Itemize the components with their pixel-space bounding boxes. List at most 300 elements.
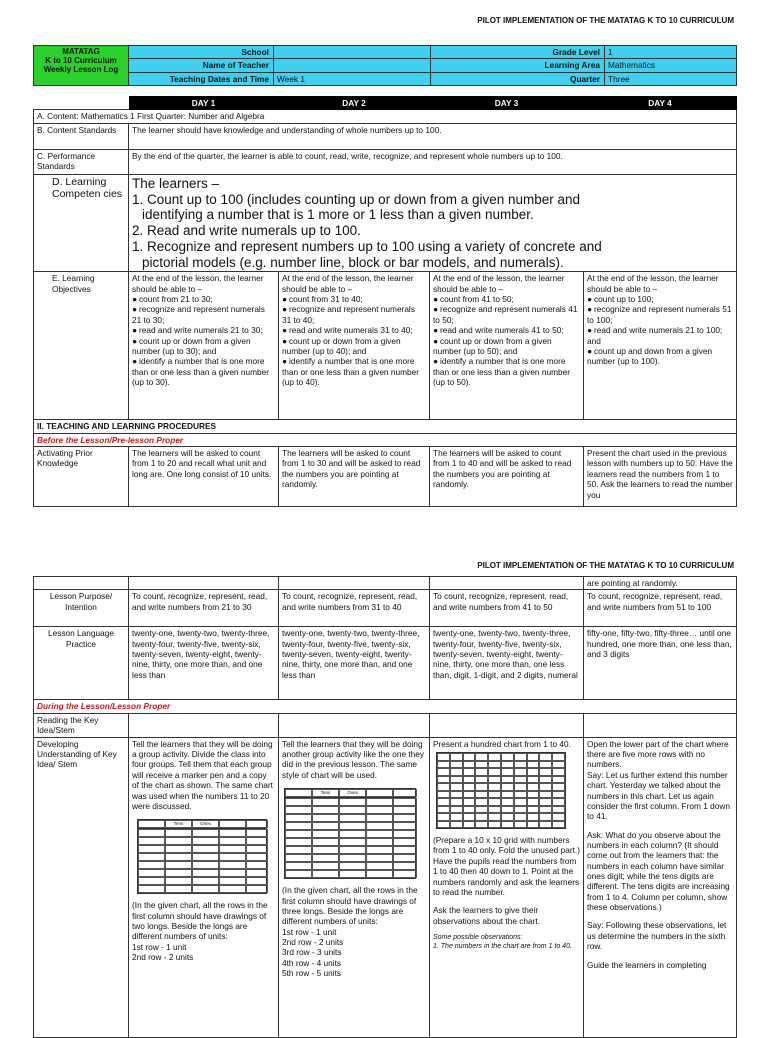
grid-cell — [393, 814, 417, 822]
grid-cell — [514, 791, 527, 799]
day-header-row — [34, 97, 737, 110]
dev2-text: Tell the learners that they will be doing another group activity like the one they did in the previous lesson. The same style of chart will be used. — [282, 738, 425, 780]
grid-cell — [138, 885, 165, 893]
dev3-text: Present a hundred chart from 1 to 40. — [433, 738, 571, 749]
grid-cell — [450, 821, 463, 829]
obj-item: ● recognize and represent numerals 31 to 40; — [282, 304, 426, 325]
grid-cell — [393, 798, 417, 806]
obj-item: ● identify a number that is one more than or one less than a given number (up to 50). — [433, 356, 580, 387]
obj-item: ● count up and down from a given number (up to 100). — [587, 346, 733, 367]
grid-cell — [138, 845, 165, 853]
day-1-header: DAY 1 — [129, 97, 279, 110]
dev4-say: Say: Let us further extend this number chart. Yesterday we talked about the numbers in this chart. Let us again consider the first column. From 1 down to 41. — [587, 769, 730, 822]
grid-cell — [393, 806, 417, 814]
grid-cell — [527, 791, 540, 799]
grid-cell — [393, 838, 417, 846]
grid-cell — [463, 798, 476, 806]
grid-cell — [488, 798, 501, 806]
grid-cell — [339, 814, 366, 822]
grid-cell — [437, 798, 450, 806]
grid-cell — [539, 791, 552, 799]
grid-cell — [501, 776, 514, 784]
grid-cell — [488, 821, 501, 829]
obj-item: ● recognize and represent numerals 51 to 100; — [587, 304, 733, 325]
comp-1: 1. Count up to 100 (includes counting up or down from a given number and — [132, 191, 581, 207]
content-standards-label: B. Content Standards — [34, 123, 129, 149]
obj-item: ● count from 31 to 40; — [282, 294, 426, 304]
grid-cell — [539, 776, 552, 784]
dev2-row: 3rd row - 3 units — [282, 947, 342, 958]
objectives-day1 — [129, 272, 279, 420]
grid-cell — [366, 822, 393, 830]
grid-cell — [312, 846, 339, 854]
grid-cell — [552, 783, 565, 791]
grid-cell — [450, 813, 463, 821]
grid-cell — [366, 870, 393, 878]
grid-cell — [246, 837, 268, 845]
grid-cell — [488, 761, 501, 769]
dev1-row: 1st row - 1 unit — [132, 941, 187, 952]
grid-cell — [285, 798, 312, 806]
matatag-brand — [34, 46, 129, 86]
grid-cell — [475, 753, 488, 761]
grid-cell — [463, 821, 476, 829]
grid-cell — [192, 877, 219, 885]
area-label: Learning Area — [431, 59, 605, 72]
grid-cell — [501, 783, 514, 791]
grid-cell — [285, 870, 312, 878]
grid-cell — [514, 783, 527, 791]
obj-intro: At the end of the lesson, the learner should be able to – — [282, 273, 414, 294]
grid-cell — [539, 761, 552, 769]
comp-2: 2. Read and write numerals up to 100. — [132, 223, 361, 239]
grid-cell — [450, 768, 463, 776]
grid-cell — [285, 854, 312, 862]
grid-cell — [192, 837, 219, 845]
grid-cell — [450, 798, 463, 806]
area-value: Mathematics — [605, 59, 737, 72]
obj-item: ● count up or down from a given number (up to 40); and — [282, 336, 426, 357]
grid-cell — [219, 837, 246, 845]
grid-cell — [393, 830, 417, 838]
grid-cell — [527, 821, 540, 829]
grid-cell — [437, 821, 450, 829]
learning-competencies — [129, 174, 737, 272]
grid-cell — [393, 862, 417, 870]
grid-cell — [246, 853, 268, 861]
brand-line-2: K to 10 Curriculum — [45, 56, 117, 66]
grid-cell — [437, 783, 450, 791]
grid-cell — [366, 806, 393, 814]
grid-cell — [312, 806, 339, 814]
objectives-label: E. Learning Objectives — [34, 272, 129, 420]
grid-cell — [285, 838, 312, 846]
grid-cell — [138, 829, 165, 837]
grid-cell — [475, 798, 488, 806]
purpose-day1: To count, recognize, represent, read, and write numbers from 21 to 30 — [129, 590, 279, 627]
teacher-label: Name of Teacher — [129, 59, 274, 72]
grid-cell — [488, 791, 501, 799]
grid-cell — [339, 822, 366, 830]
day-3-header: DAY 3 — [430, 97, 584, 110]
grid-cell — [393, 870, 417, 878]
grid-cell — [437, 753, 450, 761]
grid-cell — [312, 822, 339, 830]
quarter-value: Three — [605, 72, 737, 85]
grid-cell — [475, 768, 488, 776]
grid-cell — [339, 862, 366, 870]
grid-cell — [366, 814, 393, 822]
dev3-instructions: Have the pupils read the numbers from 1 to 40 then 40 down to 1. Point at the numbers randomly and ask the learners to read the number. — [433, 855, 580, 897]
dates-label: Teaching Dates and Time — [129, 72, 274, 85]
grid-cell — [366, 830, 393, 838]
grid-cell — [539, 821, 552, 829]
dev2-row: 4th row - 4 units — [282, 957, 342, 968]
tens-header: Tens — [165, 820, 192, 828]
grid-cell — [527, 806, 540, 814]
objectives-day4 — [584, 272, 737, 420]
grid-cell — [285, 822, 312, 830]
grid-cell — [539, 753, 552, 761]
obj-item: ● read and write numerals 21 to 100; and — [587, 325, 733, 346]
brand-line-3: Weekly Lesson Log — [43, 65, 119, 75]
grid-cell — [514, 813, 527, 821]
grid-cell — [539, 768, 552, 776]
grid-cell — [138, 869, 165, 877]
grid-cell — [552, 776, 565, 784]
grid-cell — [501, 821, 514, 829]
dev4-say-2: Say: Following these observations, let us determine the numbers in the sixth row. — [587, 920, 727, 952]
objectives-day2 — [279, 272, 430, 420]
school-label: School — [129, 46, 274, 59]
obj-intro: At the end of the lesson, the learner should be able to – — [433, 273, 565, 294]
activating-day1: The learners will be asked to count from 1 to 20 and recall what unit and long are. One long consist of 10 units. — [129, 447, 279, 507]
grid-cell — [285, 830, 312, 838]
activating-day2: The learners will be asked to count from 1 to 30 and will be asked to read the numbers you are pointing at randomly. — [279, 447, 430, 507]
dev1-text: Tell the learners that they will be doing a group activity. Divide the class into four groups. Tell them that each group will receive a marker pen and a copy of the chart as shown. The same chart was used when the numbers 11 to 20 were discussed. — [132, 738, 273, 811]
grid-cell — [488, 776, 501, 784]
dev4-ask: Ask: What do you observe about the numbers in each column? (It should come out from the learners that: the numbers in each column have similar ones digit; while the tens digits are different. The tens digits are increasing from 1 to 4. Column per column, show these observations.) — [587, 829, 730, 913]
grid-cell — [488, 813, 501, 821]
obj-item: ● identify a number that is one more than or one less than a given number (up to 40). — [282, 356, 426, 387]
grid-cell — [475, 776, 488, 784]
activating-day3: The learners will be asked to count from 1 to 40 and will be asked to read the numbers you are pointing at randomly. — [430, 447, 584, 507]
dev2-note: (In the given chart, all the rows in the first column should have drawings of three longs. Beside the longs are different numbers of units: — [282, 885, 418, 927]
grid-cell — [165, 885, 192, 893]
grid-cell — [450, 806, 463, 814]
dev3-note: (Prepare a 10 x 10 grid with numbers from 1 to 40 only. Fold the unused part.) — [433, 835, 580, 856]
grid-cell — [192, 829, 219, 837]
obj-item: ● count up to 100; — [587, 294, 733, 304]
grid-cell — [463, 776, 476, 784]
grid-cell — [165, 829, 192, 837]
grid-cell — [219, 861, 246, 869]
language-label: Lesson Language Practice — [34, 627, 129, 700]
grid-cell — [475, 783, 488, 791]
grid-cell — [393, 846, 417, 854]
obj-item: ● identify a number that is one more than or one less than a given number (up to 30). — [132, 356, 275, 387]
grid-cell — [339, 846, 366, 854]
purpose-day4: To count, recognize, represent, read, and write numbers from 51 to 100 — [584, 590, 737, 627]
dev3-ask: Ask the learners to give their observations about the chart. — [433, 905, 541, 926]
obj-item: ● count from 41 to 50; — [433, 294, 580, 304]
dev2-row: 2nd row - 2 units — [282, 936, 344, 947]
comp-intro: The learners – — [132, 175, 220, 191]
dates-value: Week 1 — [274, 72, 431, 85]
grid-cell — [514, 798, 527, 806]
grid-cell — [527, 768, 540, 776]
grid-cell — [366, 846, 393, 854]
grid-cell — [246, 829, 268, 837]
before-lesson-heading: Before the Lesson/Pre-lesson Proper — [34, 433, 737, 446]
grid-cell — [527, 798, 540, 806]
grid-cell — [246, 885, 268, 893]
grid-cell — [138, 853, 165, 861]
language-day3: twenty-one, twenty-two, twenty-three, twenty-four, twenty-five, twenty-six, twenty-seven, twenty-eight, twenty-nine, thirty, one more than, one less than, digit, 1-digit, and 2 digits, numeral — [430, 627, 584, 700]
grid-cell — [339, 806, 366, 814]
obj-item: ● read and write numerals 31 to 40; — [282, 325, 426, 335]
developing-day1 — [129, 737, 279, 1037]
grid-cell — [393, 854, 417, 862]
grid-cell — [552, 821, 565, 829]
info-table — [33, 45, 737, 86]
grid-cell — [501, 753, 514, 761]
dev4-text: Open the lower part of the chart where there are five more rows with no numbers. — [587, 738, 729, 770]
grid-cell — [539, 806, 552, 814]
grid-cell — [246, 877, 268, 885]
tens-ones-chart-1 — [137, 819, 267, 894]
grid-cell — [527, 783, 540, 791]
grid-cell — [285, 846, 312, 854]
grid-cell — [192, 861, 219, 869]
tens-header: Tens — [312, 789, 339, 797]
comp-3b: pictorial models (e.g. number line, block or bar models, and numerals). — [142, 254, 564, 270]
grid-cell — [552, 761, 565, 769]
grid-cell — [312, 830, 339, 838]
performance-standards: By the end of the quarter, the learner is able to count, read, write, recognize, and represent whole numbers up to 100. — [129, 149, 737, 174]
grid-cell — [437, 806, 450, 814]
grid-cell — [552, 798, 565, 806]
grid-cell — [475, 791, 488, 799]
carryover-text: are pointing at randomly. — [584, 577, 737, 590]
objectives-day3 — [430, 272, 584, 420]
grid-cell — [552, 791, 565, 799]
brand-line-1: MATATAG — [62, 47, 100, 56]
grid-cell — [514, 821, 527, 829]
grid-cell — [463, 806, 476, 814]
lesson-table-page2 — [33, 576, 737, 1038]
grid-cell — [339, 870, 366, 878]
grid-cell — [165, 869, 192, 877]
grade-value: 1 — [605, 46, 737, 59]
grid-cell — [165, 877, 192, 885]
grid-cell — [246, 861, 268, 869]
grid-cell — [539, 798, 552, 806]
procedures-title: II. TEACHING AND LEARNING PROCEDURES — [34, 420, 737, 433]
obj-intro: At the end of the lesson, the learner should be able to – — [132, 273, 264, 294]
grid-cell — [488, 806, 501, 814]
grid-cell — [501, 798, 514, 806]
page-header-2: PILOT IMPLEMENTATION OF THE MATATAG K TO 10 CURRICULUM — [477, 561, 734, 570]
grid-cell — [527, 761, 540, 769]
ones-header: Ones — [339, 789, 366, 797]
grid-cell — [312, 862, 339, 870]
grid-cell — [501, 761, 514, 769]
grid-cell — [219, 845, 246, 853]
dev2-row: 5th row - 5 units — [282, 968, 342, 979]
obj-item: ● read and write numerals 41 to 50; — [433, 325, 580, 335]
grid-cell — [246, 845, 268, 853]
during-lesson-heading: During the Lesson/Lesson Proper — [34, 700, 737, 713]
grid-cell — [339, 830, 366, 838]
lesson-table-page1 — [33, 96, 737, 507]
grid-cell — [450, 776, 463, 784]
obj-item: ● count from 21 to 30; — [132, 294, 275, 304]
grid-cell — [488, 783, 501, 791]
grid-cell — [501, 806, 514, 814]
grid-cell — [312, 854, 339, 862]
grid-cell — [366, 838, 393, 846]
grid-cell — [463, 768, 476, 776]
grid-cell — [463, 753, 476, 761]
developing-label: Developing Understanding of Key Idea/ Stem — [34, 737, 129, 1037]
grid-cell — [366, 798, 393, 806]
obj-intro: At the end of the lesson, the learner should be able to – — [587, 273, 719, 294]
grid-cell — [437, 768, 450, 776]
day-2-header: DAY 2 — [279, 97, 430, 110]
grid-cell — [463, 791, 476, 799]
grid-cell — [437, 776, 450, 784]
grid-cell — [450, 761, 463, 769]
activating-day4: Present the chart used in the previous lesson with numbers up to 50. Have the learners read the numbers from 1 to 50. Ask the learners to read the number you — [584, 447, 737, 507]
grid-cell — [552, 813, 565, 821]
language-day4: fifty-one, fifty-two, fifty-three… until one hundred, one more than, one less than, and 3 digits — [584, 627, 737, 700]
grid-cell — [450, 783, 463, 791]
grid-cell — [475, 813, 488, 821]
grade-label: Grade Level — [431, 46, 605, 59]
grid-cell — [165, 861, 192, 869]
tens-ones-chart-2 — [284, 788, 416, 879]
grid-cell — [552, 768, 565, 776]
teacher-value — [274, 59, 431, 72]
dev4-guide: Guide the learners in completing — [587, 959, 707, 970]
dev2-row: 1st row - 1 unit — [282, 926, 337, 937]
content-row: A. Content: Mathematics 1 First Quarter: Number and Algebra — [34, 110, 737, 123]
grid-cell — [501, 791, 514, 799]
dev1-note: (In the given chart, all the rows in the first column should have drawings of two longs. Beside the longs are different numbers of units: — [132, 900, 268, 942]
grid-cell — [463, 761, 476, 769]
grid-cell — [138, 837, 165, 845]
comp-1b: identifying a number that is 1 more or 1 less than a given number. — [142, 207, 534, 223]
grid-cell — [366, 862, 393, 870]
grid-cell — [312, 870, 339, 878]
grid-cell — [450, 791, 463, 799]
day-4-header: DAY 4 — [584, 97, 737, 110]
grid-cell — [475, 806, 488, 814]
grid-cell — [138, 877, 165, 885]
grid-cell — [463, 813, 476, 821]
obj-item: ● recognize and represent numerals 21 to 30; — [132, 304, 275, 325]
grid-cell — [527, 776, 540, 784]
grid-cell — [514, 753, 527, 761]
chart-grid-1 — [137, 829, 267, 894]
grid-cell — [450, 753, 463, 761]
grid-cell — [312, 838, 339, 846]
grid-cell — [192, 885, 219, 893]
grid-cell — [192, 869, 219, 877]
grid-cell — [219, 829, 246, 837]
dev3-observation-1: 1. The numbers in the chart are from 1 to 40. — [433, 942, 572, 950]
grid-cell — [339, 798, 366, 806]
grid-cell — [437, 761, 450, 769]
dev3-observations-heading: Some possible observations: — [433, 933, 523, 941]
obj-item: ● count up or down from a given number (up to 30); and — [132, 336, 275, 357]
grid-cell — [246, 869, 268, 877]
hundred-chart-grid — [436, 752, 566, 829]
grid-cell — [514, 761, 527, 769]
developing-day2 — [279, 737, 430, 1037]
grid-cell — [514, 768, 527, 776]
developing-day3 — [430, 737, 584, 1037]
grid-cell — [539, 783, 552, 791]
grid-cell — [192, 845, 219, 853]
reading-key-idea-label: Reading the Key Idea/Stem — [34, 713, 129, 737]
grid-cell — [475, 821, 488, 829]
ones-header: Ones — [192, 820, 219, 828]
obj-item: ● count up or down from a given number (up to 50); and — [433, 336, 580, 357]
grid-cell — [552, 753, 565, 761]
grid-cell — [393, 822, 417, 830]
dev1-row: 2nd row - 2 units — [132, 952, 194, 963]
grid-cell — [339, 854, 366, 862]
grid-cell — [514, 806, 527, 814]
grid-cell — [437, 791, 450, 799]
grid-cell — [366, 854, 393, 862]
purpose-day3: To count, recognize, represent, read, and write numbers from 41 to 50 — [430, 590, 584, 627]
grid-cell — [165, 853, 192, 861]
school-value — [274, 46, 431, 59]
competencies-label: D. Learning Competen cies — [34, 174, 129, 272]
grid-cell — [437, 813, 450, 821]
grid-cell — [219, 869, 246, 877]
obj-item: ● recognize and represent numerals 41 to 50; — [433, 304, 580, 325]
grid-cell — [463, 783, 476, 791]
grid-cell — [488, 753, 501, 761]
content-standards: The learner should have knowledge and understanding of whole numbers up to 100. — [129, 123, 737, 149]
grid-cell — [138, 861, 165, 869]
language-day1: twenty-one, twenty-two, twenty-three, twenty-four, twenty-five, twenty-six, twenty-seven, twenty-eight, twenty-nine, thirty, one more than, and one less than — [129, 627, 279, 700]
grid-cell — [285, 862, 312, 870]
grid-cell — [539, 813, 552, 821]
activating-label: Activating Prior Knowledge — [34, 447, 129, 507]
purpose-label: Lesson Purpose/ Intention — [34, 590, 129, 627]
grid-cell — [527, 753, 540, 761]
quarter-label: Quarter — [431, 72, 605, 85]
grid-cell — [552, 806, 565, 814]
performance-standards-label: C. Performance Standards — [34, 149, 129, 174]
grid-cell — [192, 853, 219, 861]
purpose-day2: To count, recognize, represent, read, and write numbers from 31 to 40 — [279, 590, 430, 627]
grid-cell — [165, 837, 192, 845]
obj-item: ● read and write numerals 21 to 30; — [132, 325, 275, 335]
grid-cell — [514, 776, 527, 784]
grid-cell — [501, 768, 514, 776]
grid-cell — [527, 813, 540, 821]
developing-day4 — [584, 737, 737, 1037]
grid-cell — [339, 838, 366, 846]
grid-cell — [219, 853, 246, 861]
comp-3: 1. Recognize and represent numbers up to 100 using a variety of concrete and — [132, 238, 602, 254]
